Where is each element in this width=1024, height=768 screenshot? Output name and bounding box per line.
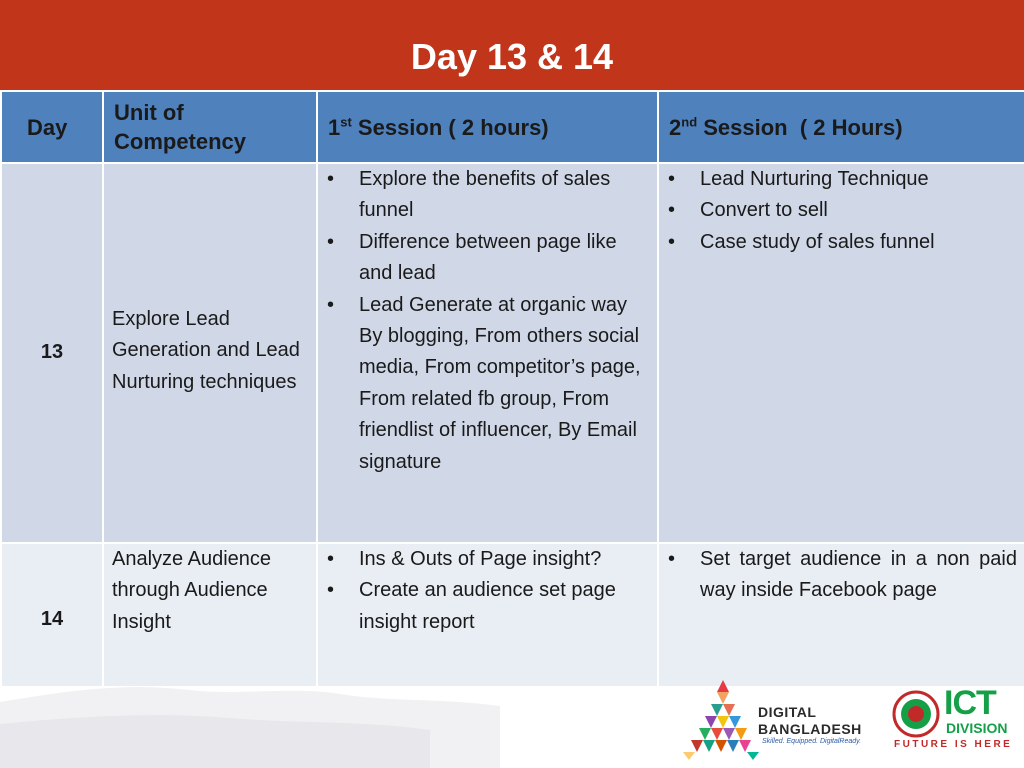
session-1-cell: [317, 163, 658, 543]
list-item-text: Explore the benefits of sales funnel: [359, 168, 611, 222]
list-item-text: Ins & Outs of Page insight?: [359, 548, 602, 570]
bullet-icon: •: [668, 168, 676, 190]
list-item-text: Create an audience set page insight report: [359, 579, 616, 633]
ict-tagline: FUTURE IS HERE: [894, 739, 1013, 750]
list-item: [660, 195, 1017, 226]
session-2-cell: [658, 543, 1024, 687]
list-item-text: Case study of sales funnel: [700, 230, 935, 253]
list-item: [319, 544, 650, 575]
unit-text: Explore Lead Generation and Lead Nurturing techniques: [112, 307, 300, 393]
unit-cell: [103, 163, 317, 543]
list-item: [319, 575, 650, 638]
day-cell: 14: [1, 543, 103, 687]
header-session-2-text: Session ( 2 Hours): [697, 114, 903, 140]
list-item-text: Convert to sell: [700, 199, 828, 222]
list-item: [319, 227, 650, 290]
digital-bangladesh-tagline: Skilled. Equipped. DigitalReady.: [762, 738, 862, 745]
list-item: [660, 227, 1017, 258]
session-1-cell: [317, 543, 658, 687]
bullet-icon: •: [668, 199, 676, 222]
list-item-text: Lead Nurturing Technique: [700, 168, 929, 190]
session-2-cell: [658, 163, 1024, 543]
bullet-icon: •: [668, 230, 676, 253]
list-item-text: Difference between page like and lead: [359, 230, 617, 285]
ict-division-label: DIVISION: [946, 720, 1008, 736]
header-session-2-sup: nd: [681, 114, 698, 130]
triangle-mosaic-icon: [683, 678, 763, 760]
list-item: [660, 544, 1017, 607]
bullet-icon: •: [327, 548, 335, 570]
header-session-1-sup: st: [340, 114, 352, 130]
digital-bangladesh-line-1: DIGITAL: [758, 704, 817, 720]
header-session-2: [658, 91, 1024, 163]
list-item: [319, 164, 650, 227]
ict-division-logo: [892, 684, 1022, 760]
bullet-icon: •: [327, 230, 335, 253]
table-row: [1, 543, 1024, 687]
government-seal-icon: [892, 690, 940, 738]
bullet-icon: •: [668, 548, 676, 570]
header-session-1-num: 1: [328, 114, 341, 140]
list-item-text: Set target audience in a non paid way inside Facebook page: [700, 548, 1017, 602]
unit-cell: [103, 543, 317, 687]
list-item: [660, 164, 1017, 195]
schedule-table: [0, 90, 1024, 688]
bullet-icon: •: [327, 168, 335, 190]
header-session-1-text: Session ( 2 hours): [351, 114, 549, 140]
session-2-list: [660, 544, 1023, 607]
list-item: [319, 290, 650, 478]
digital-bangladesh-logo: [683, 678, 883, 760]
header-session-2-num: 2: [669, 114, 682, 140]
session-1-list: [319, 544, 656, 638]
header-session-1: [317, 91, 658, 163]
header-day: Day: [1, 91, 103, 163]
session-2-list: [660, 164, 1023, 258]
table-row: [1, 163, 1024, 543]
day-cell: 13: [1, 163, 103, 543]
digital-bangladesh-line-2: BANGLADESH: [758, 721, 862, 737]
slide-title: Day 13 & 14: [410, 36, 614, 77]
bullet-icon: •: [327, 293, 335, 316]
list-item-text: Lead Generate at organic way By blogging, From others social media, From competitor’s page, From related fb group, From friendlist of influencer, By Email signature: [359, 293, 641, 473]
title-banner: [0, 0, 1024, 90]
unit-text: Analyze Audience through Audience Insight: [112, 548, 272, 633]
table-header-row: [1, 91, 1024, 163]
session-1-list: [319, 164, 656, 478]
header-unit: Unit of Competency: [103, 91, 317, 163]
ict-wordmark: ICT: [944, 684, 996, 722]
bullet-icon: •: [327, 579, 335, 602]
